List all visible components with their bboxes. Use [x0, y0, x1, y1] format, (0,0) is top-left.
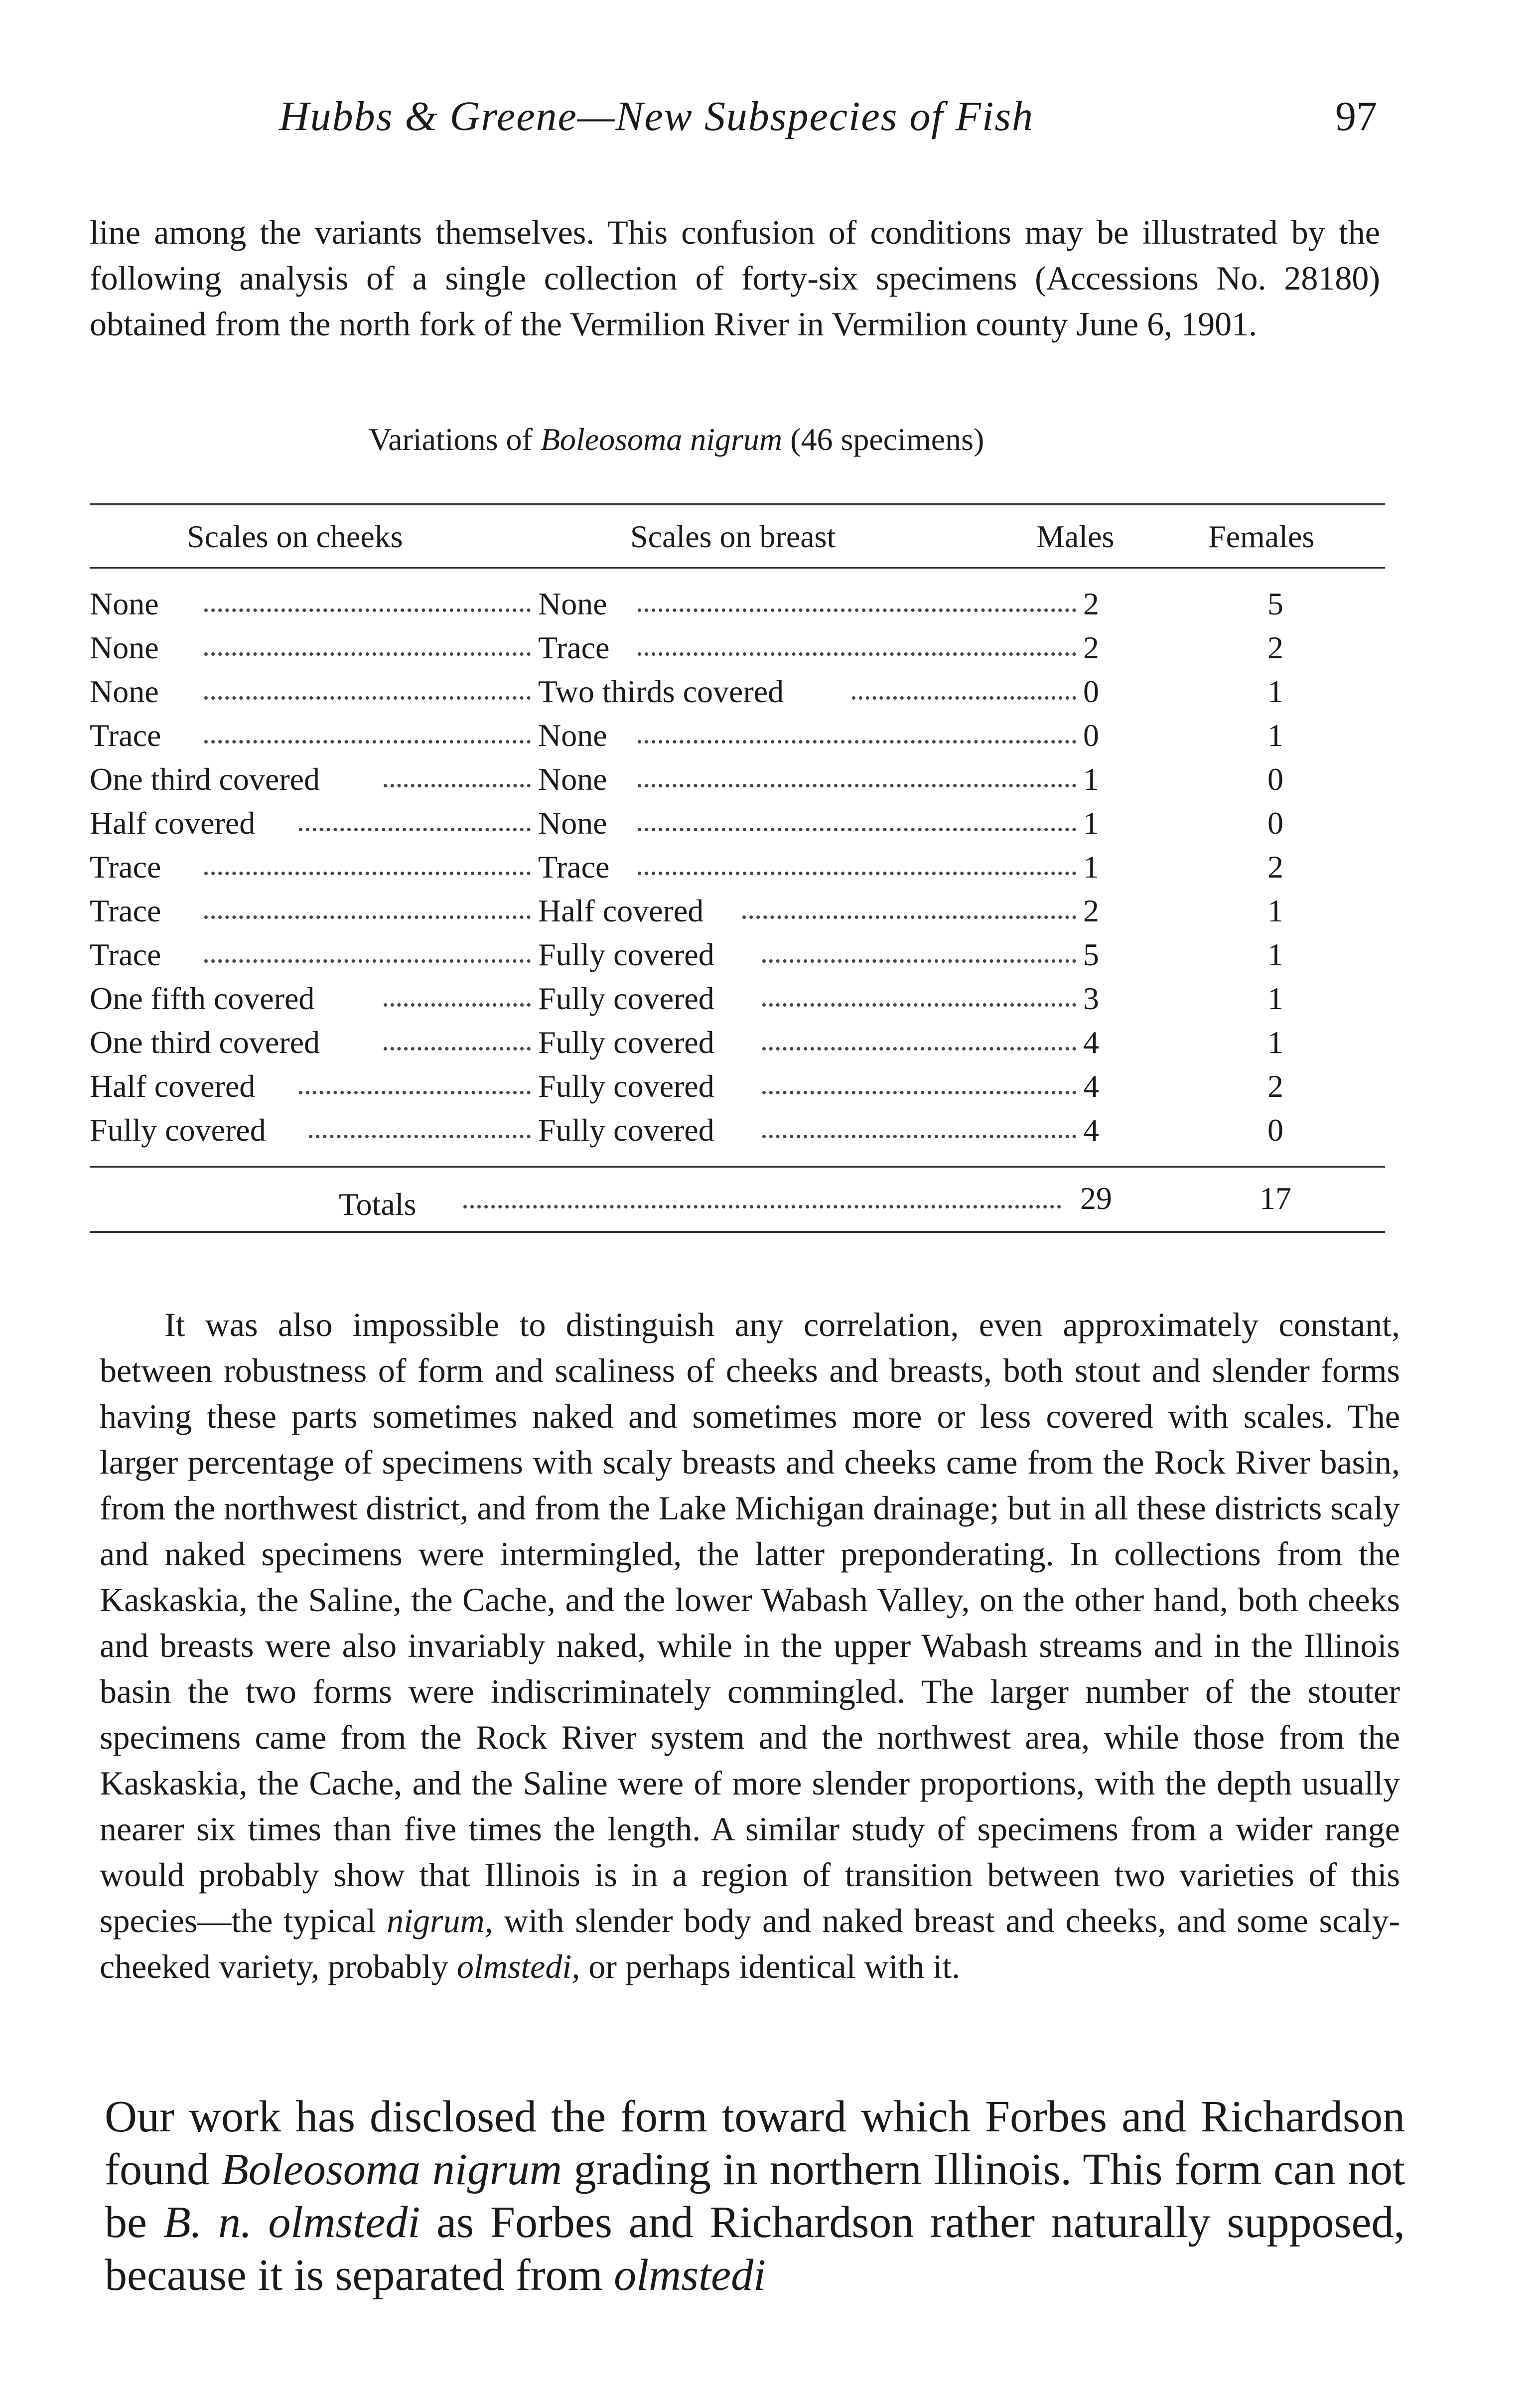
cell-males: 4 — [1083, 1025, 1099, 1060]
body-text-2: with slender body and naked breast and cheeks, and some scaly-cheeked variety, probably — [100, 1902, 1400, 1985]
cell-cheeks: None — [90, 630, 159, 665]
cell-cheeks: Trace — [90, 718, 161, 753]
table-row — [90, 805, 1385, 849]
table-bottom-rule — [90, 1231, 1385, 1233]
leader-dots — [638, 604, 1076, 612]
cell-cheeks: One fifth covered — [90, 981, 315, 1016]
cell-males: 3 — [1083, 981, 1099, 1016]
leader-dots — [762, 1131, 1076, 1138]
page-number: 97 — [1335, 93, 1377, 140]
table-row — [90, 717, 1385, 761]
leader-dots — [638, 736, 1076, 744]
leader-dots — [762, 1043, 1076, 1050]
large-italic-olmstedi: olmstedi — [614, 2250, 766, 2300]
cell-cheeks: Trace — [90, 849, 161, 885]
large-text-2: grading in northern Illinois. This form can not be — [105, 2145, 1405, 2247]
table-top-rule — [90, 503, 1385, 505]
leader-dots — [638, 648, 1076, 656]
column-header-females: Females — [1208, 519, 1315, 554]
cell-breast: None — [538, 718, 607, 753]
leader-dots — [742, 911, 1076, 919]
cell-males: 1 — [1083, 849, 1099, 885]
cell-cheeks: One third covered — [90, 1025, 320, 1060]
cell-females: 0 — [1267, 805, 1283, 841]
column-header-breast: Scales on breast — [630, 519, 836, 554]
cell-breast: Two thirds covered — [538, 674, 784, 709]
table-row — [90, 761, 1385, 805]
table-row — [90, 673, 1385, 717]
table-row — [90, 936, 1385, 980]
leader-dots — [638, 824, 1076, 831]
cell-males: 2 — [1083, 586, 1099, 621]
cell-females: 1 — [1267, 937, 1283, 972]
table-totals-row — [90, 1181, 1385, 1231]
cell-breast: Fully covered — [538, 937, 714, 972]
cell-cheeks: Trace — [90, 893, 161, 928]
cell-cheeks: Trace — [90, 937, 161, 972]
leader-dots — [638, 780, 1076, 787]
caption-prefix: Variations of — [369, 422, 541, 457]
table-row — [90, 980, 1385, 1024]
body-italic-olmstedi: olmstedi, — [456, 1948, 580, 1985]
cell-breast: Half covered — [538, 893, 704, 928]
totals-males: 29 — [1080, 1181, 1112, 1216]
leader-dots — [384, 1043, 531, 1050]
cell-breast: Trace — [538, 630, 610, 665]
table-row — [90, 1024, 1385, 1068]
leader-dots — [204, 955, 531, 963]
cell-cheeks: None — [90, 674, 159, 709]
cell-females: 1 — [1267, 1025, 1283, 1060]
leader-dots — [309, 1131, 531, 1138]
leader-dots — [204, 692, 531, 700]
cell-breast: None — [538, 586, 607, 621]
totals-label: Totals — [339, 1187, 417, 1222]
cell-males: 1 — [1083, 761, 1099, 797]
cell-males: 4 — [1083, 1112, 1099, 1148]
cell-females: 5 — [1267, 586, 1283, 621]
cell-cheeks: None — [90, 586, 159, 621]
totals-females: 17 — [1260, 1181, 1291, 1216]
cell-breast: Fully covered — [538, 1025, 714, 1060]
leader-dots — [299, 1087, 531, 1094]
leader-dots — [638, 868, 1076, 875]
leader-dots — [204, 911, 531, 919]
leader-dots — [762, 955, 1076, 963]
cell-females: 2 — [1267, 849, 1283, 885]
leader-dots — [299, 824, 531, 831]
intro-paragraph: line among the variants themselves. This confusion of conditions may be illustrated by the following analysis of a single collection of forty-six specimens (Accessions No. 28180) obtained from the north fork of the Vermilion River in Vermilion county June 6, 1901. — [90, 213, 1380, 343]
cell-males: 0 — [1083, 674, 1099, 709]
cell-males: 2 — [1083, 630, 1099, 665]
caption-species: Boleosoma nigrum — [540, 422, 783, 457]
cell-females: 1 — [1267, 674, 1283, 709]
body-paragraph — [100, 1302, 1400, 1989]
body-text-3: or perhaps identical with it. — [580, 1948, 961, 1985]
caption-suffix: (46 specimens) — [782, 422, 984, 457]
leader-dots — [204, 604, 531, 612]
leader-dots — [204, 648, 531, 656]
table-header-rule — [90, 567, 1385, 569]
cell-males: 5 — [1083, 937, 1099, 972]
cell-cheeks: Fully covered — [90, 1112, 266, 1148]
cell-females: 1 — [1267, 893, 1283, 928]
cell-females: 1 — [1267, 981, 1283, 1016]
table-row — [90, 586, 1385, 629]
cell-males: 0 — [1083, 718, 1099, 753]
large-text-1: Our work has disclosed the form toward which Forbes and Richardson found — [105, 2092, 1405, 2194]
body-text-1: It was also impossible to distinguish any correlation, even approximately constant, between robustness of form and scaliness of cheeks and breasts, both stout and slender forms having these parts sometimes naked and sometimes more or less covered with scales. The larger percentage of specimens with scaly breasts and cheeks came from the Rock River basin, from the northwest district, and from the Lake Michigan drainage; but in all these districts scaly and naked specimens were intermingled, the latter preponderating. In collections from the Kaskaskia, the Saline, the Cache, and the lower Wabash Valley, on the other hand, both cheeks and breasts were also invariably naked, while in the upper Wabash streams and in the Illinois basin the two forms were indiscriminately commingled. The larger number of the stouter specimens came from the Rock River system and the northwest area, while those from the Kaskaskia, the Cache, and the Saline were of more slender proportions, with the depth usually nearer six times than five times the length. A similar study of specimens from a wider range would probably show that Illinois is in a region of transition between two varieties of this species—the typical — [100, 1306, 1400, 1940]
cell-males: 1 — [1083, 805, 1099, 841]
table-row — [90, 849, 1385, 893]
cell-males: 4 — [1083, 1068, 1099, 1104]
leader-dots — [384, 780, 531, 787]
cell-breast: Fully covered — [538, 981, 714, 1016]
cell-females: 0 — [1267, 761, 1283, 797]
table-caption — [369, 421, 984, 458]
cell-breast: Fully covered — [538, 1112, 714, 1148]
table-row — [90, 1112, 1385, 1156]
column-header-cheeks: Scales on cheeks — [187, 519, 403, 554]
cell-cheeks: One third covered — [90, 761, 320, 797]
cell-males: 2 — [1083, 893, 1099, 928]
cell-females: 2 — [1267, 630, 1283, 665]
large-italic-b-n-olmstedi: B. n. olmstedi — [163, 2198, 420, 2247]
cell-cheeks: Half covered — [90, 1068, 256, 1104]
body-italic-nigrum: nigrum, — [387, 1902, 493, 1940]
cell-females: 1 — [1267, 718, 1283, 753]
large-italic-boleosoma: Boleosoma nigrum — [221, 2145, 562, 2194]
column-header-males: Males — [1036, 519, 1115, 554]
leader-dots — [204, 736, 531, 744]
large-text-3: as Forbes and Richardson rather naturally supposed, because it is separated from — [105, 2198, 1405, 2300]
cell-breast: None — [538, 761, 607, 797]
table-row — [90, 893, 1385, 936]
cell-cheeks: Half covered — [90, 805, 256, 841]
leader-dots — [384, 999, 531, 1007]
table-row — [90, 1068, 1385, 1112]
cell-breast: None — [538, 805, 607, 841]
large-type-paragraph — [105, 2091, 1405, 2302]
cell-breast: Trace — [538, 849, 610, 885]
leader-dots — [762, 999, 1076, 1007]
table-totals-rule — [90, 1166, 1385, 1168]
cell-breast: Fully covered — [538, 1068, 714, 1104]
leader-dots — [204, 868, 531, 875]
leader-dots — [852, 692, 1076, 700]
cell-females: 2 — [1267, 1068, 1283, 1104]
leader-dots — [463, 1205, 1061, 1208]
table-row — [90, 629, 1385, 673]
leader-dots — [762, 1087, 1076, 1094]
cell-females: 0 — [1267, 1112, 1283, 1148]
running-head-title: Hubbs & Greene—New Subspecies of Fish — [279, 93, 1034, 140]
